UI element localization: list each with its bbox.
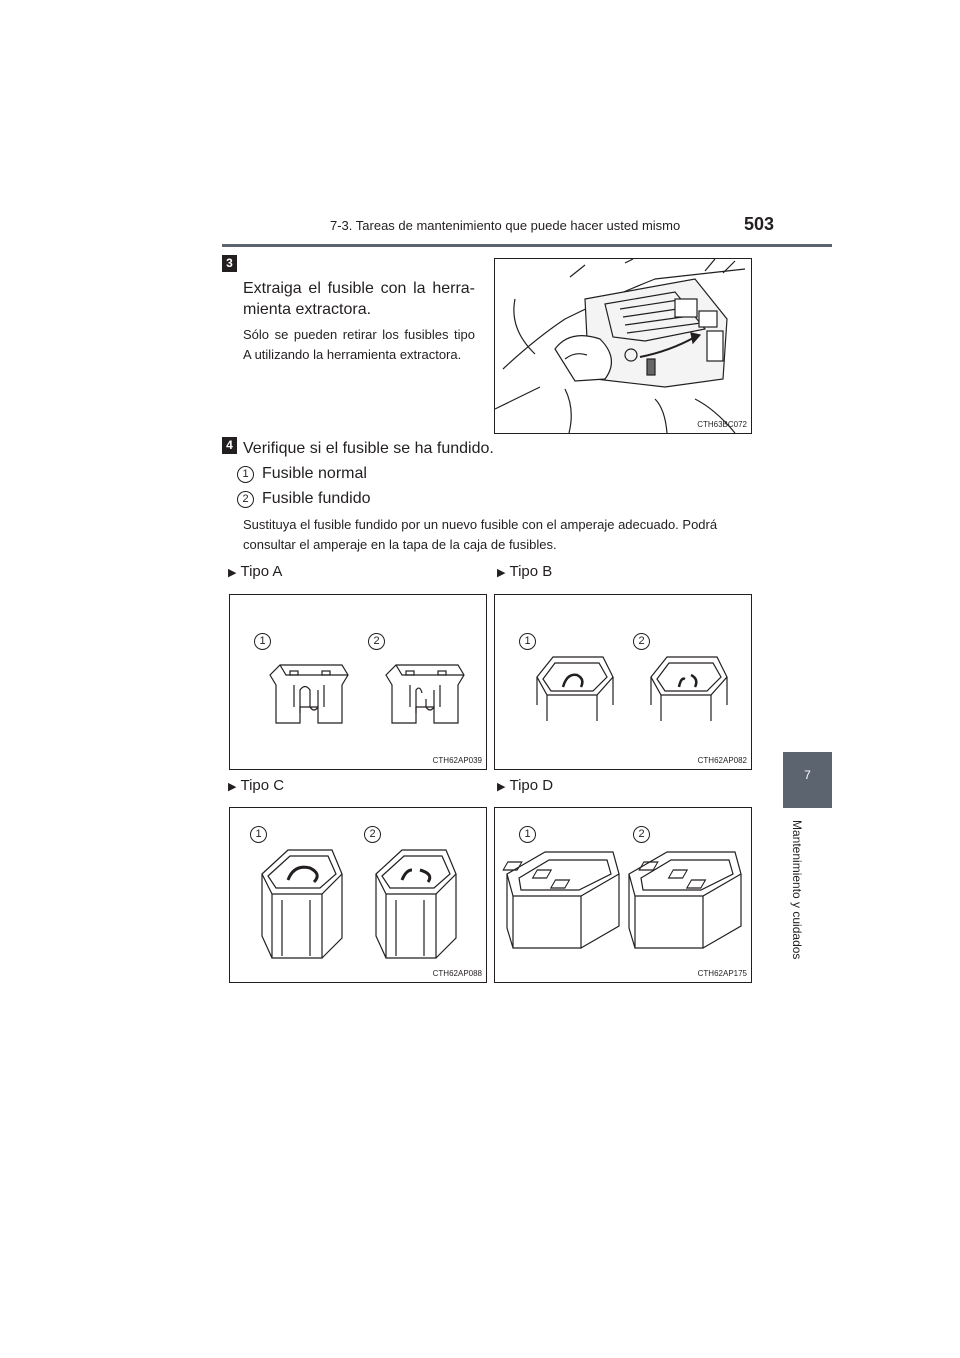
step-3-line1: Extraiga el fusible con la herra- [243,280,475,297]
normal-fuse-b [537,657,613,721]
triangle-right-icon: ▶ [228,567,237,579]
type-a-marker-1: 1 [254,633,271,650]
header-rule [222,244,832,247]
figure-code: CTH63BC072 [697,420,747,429]
type-a-marker-2: 2 [368,633,385,650]
type-d-text: Tipo D [509,777,554,794]
item-label-normal: Fusible normal [262,465,367,482]
type-d-label [497,777,553,794]
chapter-number: 7 [804,768,811,782]
type-c-text: Tipo C [240,777,285,794]
section-title: 7-3. Tareas de mantenimiento que puede hacer usted mismo [330,218,681,233]
step-3-note-line2: A utilizando la herramienta extractora. [243,347,462,362]
type-a-figure [229,594,487,770]
step-3-note-line1: Sólo se pueden retirar los fusibles tipo [243,327,475,342]
page-number: 503 [744,214,775,234]
chapter-title-container [790,820,804,970]
triangle-right-icon: ▶ [497,781,506,793]
item-label-blown: Fusible fundido [262,490,371,507]
type-a-label [228,563,282,580]
normal-fuse-d [503,852,619,948]
chapter-title: Mantenimiento y cuidados [790,820,804,960]
type-b-text: Tipo B [509,563,553,580]
blown-fuse-c [376,850,456,958]
triangle-right-icon: ▶ [228,781,237,793]
normal-fuse-a [270,665,348,723]
figure-code: CTH62AP088 [432,969,482,978]
type-c-label [228,777,284,794]
type-a-fuse-drawing [230,595,486,769]
step-4-text: Verifique si el fusible se ha fundido. [243,440,494,457]
figure-code: CTH62AP039 [432,756,482,765]
item-marker-1: 1 [237,466,254,483]
step-4-badge: 4 [222,437,237,454]
type-d-marker-1: 1 [519,826,536,843]
type-c-marker-2: 2 [364,826,381,843]
type-d-marker-2: 2 [633,826,650,843]
figure-code: CTH62AP175 [697,969,747,978]
type-d-figure [494,807,752,983]
type-b-marker-2: 2 [633,633,650,650]
step-4-note-line2: consultar el amperaje en la tapa de la caja de fusibles. [243,537,557,552]
type-a-text: Tipo A [240,563,283,580]
item-marker-2: 2 [237,491,254,508]
blown-fuse-a [386,665,464,723]
type-b-label [497,563,552,580]
fuse-box-drawing [495,259,751,433]
type-b-fuse-drawing [495,595,751,769]
step-3-badge: 3 [222,255,237,272]
figure-code: CTH62AP082 [697,756,747,765]
step-4-note-line1: Sustituya el fusible fundido por un nuevo fusible con el amperaje adecuado. Podrá [243,517,718,532]
type-b-marker-1: 1 [519,633,536,650]
type-b-figure [494,594,752,770]
blown-fuse-d [629,852,741,948]
fuse-puller-illustration [494,258,752,434]
blown-fuse-b [651,657,727,721]
step-3-line2: mienta extractora. [243,301,372,318]
normal-fuse-c [262,850,342,958]
type-c-figure [229,807,487,983]
type-d-fuse-drawing [495,808,751,982]
type-c-marker-1: 1 [250,826,267,843]
type-c-fuse-drawing [230,808,486,982]
triangle-right-icon: ▶ [497,567,506,579]
